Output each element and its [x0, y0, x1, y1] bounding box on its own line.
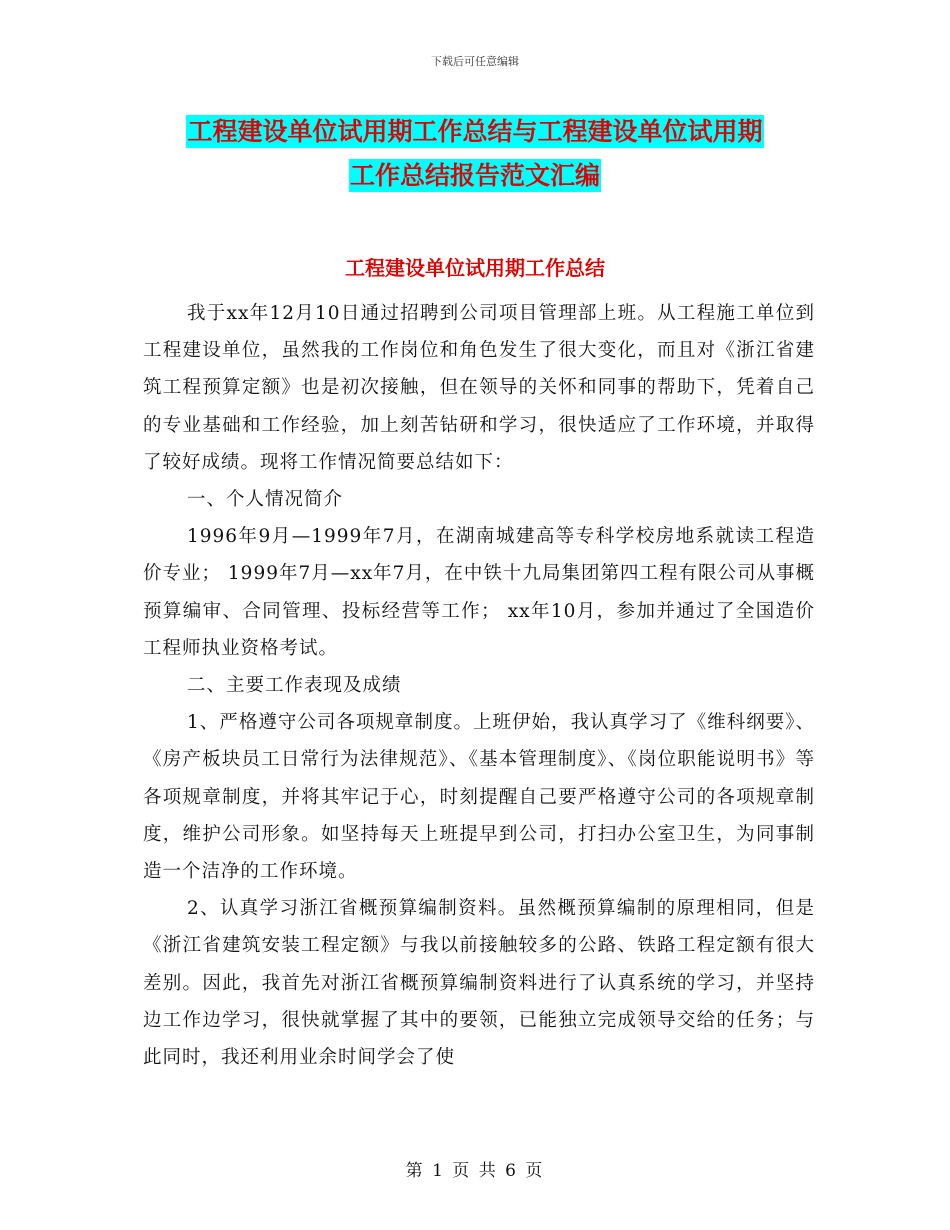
document-title-line-1: [0, 112, 950, 148]
heading-main-work: 二、主要工作表现及成绩: [187, 675, 402, 697]
paragraph-rules: 1、严格遵守公司各项规章制度。上班伊始，我认真学习了《维科纲要》、《房产板块员工日常行为法律规范》、《基本管理制度》、《岗位职能说明书》等各项规章制度，并将其牢记于心，时刻提醒自己要严格遵守公司的各项规章制度，维护公司形象。如坚持每天上班提早到公司，打扫办公室卫生，为同事制造一个洁净的工作环境。: [143, 712, 815, 883]
paragraph-personal-info: 1996年9月—1999年7月，在湖南城建高等专科学校房地系就读工程造价专业； 1999年7月—xx年7月，在中铁十九局集团第四工程有限公司从事概预算编审、合同管理、投标经营等工作； xx年10月，参加并通过了全国造价工程师执业资格考试。: [143, 526, 815, 659]
title-highlight-2: 工作总结报告范文汇编: [349, 161, 600, 190]
paragraph-intro: 我于xx年12月10日通过招聘到公司项目管理部上班。从工程施工单位到工程建设单位，虽然我的工作岗位和角色发生了很大变化，而且对《浙江省建筑工程预算定额》也是初次接触，但在领导的关怀和同事的帮助下，凭着自己的专业基础和工作经验，加上刻苦钻研和学习，很快适应了工作环境，并取得了较好成绩。现将工作情况简要总结如下：: [143, 303, 815, 473]
paragraph-study: 2、认真学习浙江省概预算编制资料。虽然概预算编制的原理相同，但是《浙江省建筑安装工程定额》与我以前接触较多的公路、铁路工程定额有很大差别。因此，我首先对浙江省概预算编制资料进行了认真系统的学习，并坚持边工作边学习，很快就掌握了其中的要领，已能独立完成领导交给的任务；与此同时，我还利用业余时间学会了使: [143, 898, 815, 1069]
document-title-line-2: [0, 156, 950, 192]
page-footer: 第 1 页 共 6 页: [405, 1161, 545, 1181]
page-header-note: 下载后可任意编辑: [431, 55, 519, 68]
title-highlight-1: 工程建设单位试用期工作总结与工程建设单位试用期: [187, 117, 763, 146]
heading-personal-info: 一、个人情况简介: [187, 489, 344, 511]
section-title: 工程建设单位试用期工作总结: [345, 256, 605, 280]
document-body: [143, 295, 815, 1076]
